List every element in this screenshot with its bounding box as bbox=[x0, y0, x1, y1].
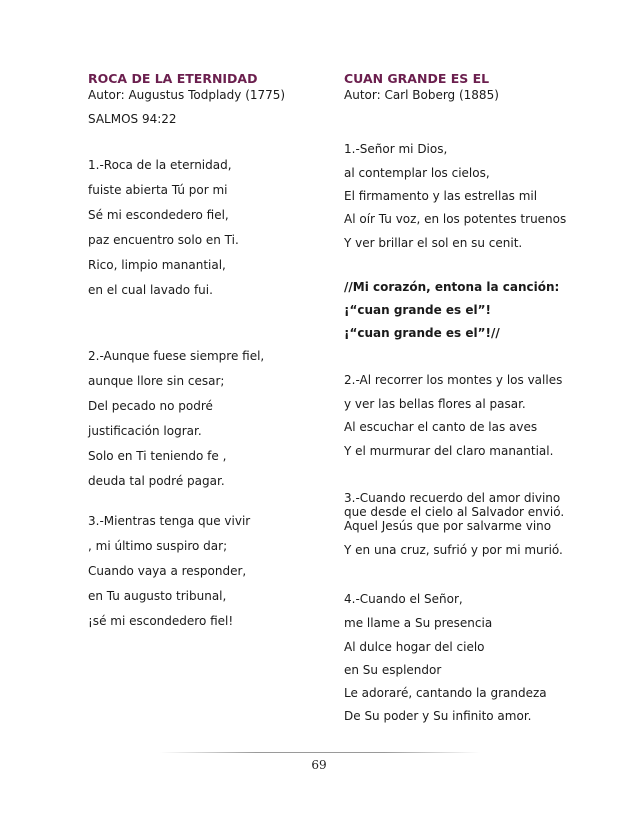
verse-line: El firmamento y las estrellas mil bbox=[344, 189, 538, 203]
verse-line: Y ver brillar el sol en su cenit. bbox=[344, 236, 523, 250]
verse-line: , mi último suspiro dar; bbox=[88, 539, 228, 553]
verse-line: 4.-Cuando el Señor, bbox=[344, 592, 463, 606]
verse-line: ¡sé mi escondedero fiel! bbox=[88, 614, 234, 628]
verse-line: me llame a Su presencia bbox=[344, 616, 493, 630]
verse-line: Y en una cruz, sufrió y por mi murió. bbox=[344, 543, 563, 557]
verse-line: Sé mi escondedero fiel, bbox=[88, 208, 229, 222]
verse-line: Al dulce hogar del cielo bbox=[344, 640, 485, 654]
verse-line: 1.-Señor mi Dios, bbox=[344, 142, 448, 156]
verse-line: Rico, limpio manantial, bbox=[88, 258, 226, 272]
chorus-line: //Mi corazón, entona la canción: bbox=[344, 280, 560, 294]
page-number: 69 bbox=[311, 758, 327, 772]
verse-line: aunque llore sin cesar; bbox=[88, 374, 225, 388]
verse-line: en Tu augusto tribunal, bbox=[88, 589, 227, 603]
verse-line: Aquel Jesús que por salvarme vino bbox=[344, 519, 552, 533]
scripture-reference: SALMOS 94:22 bbox=[88, 112, 177, 126]
verse-line: Solo en Ti teniendo fe , bbox=[88, 449, 227, 463]
verse-line: Y el murmurar del claro manantial. bbox=[344, 444, 554, 458]
hymn-author: Autor: Augustus Todplady (1775) bbox=[88, 88, 286, 102]
verse-line: Le adoraré, cantando la grandeza bbox=[344, 686, 547, 700]
verse-line: al contemplar los cielos, bbox=[344, 166, 490, 180]
verse-line: Del pecado no podré bbox=[88, 399, 213, 413]
verse-line: paz encuentro solo en Ti. bbox=[88, 233, 239, 247]
hymn-author: Autor: Carl Boberg (1885) bbox=[344, 88, 499, 102]
verse-line: en el cual lavado fui. bbox=[88, 283, 213, 297]
hymn-title: ROCA DE LA ETERNIDAD bbox=[88, 71, 258, 86]
verse-line: deuda tal podré pagar. bbox=[88, 474, 225, 488]
left-hymn bbox=[88, 70, 313, 628]
chorus-line: ¡“cuan grande es el”!// bbox=[344, 326, 500, 340]
verse-line: en Su esplendor bbox=[344, 663, 442, 677]
verse-line: fuiste abierta Tú por mi bbox=[88, 183, 228, 197]
verse-line: 3.-Mientras tenga que vivir bbox=[88, 514, 251, 528]
verse-line: 3.-Cuando recuerdo del amor divino bbox=[344, 491, 561, 505]
verse-line: que desde el cielo al Salvador envió. bbox=[344, 505, 565, 519]
verse-line: Al oír Tu voz, en los potentes truenos bbox=[344, 212, 567, 226]
verse-line: Al escuchar el canto de las aves bbox=[344, 420, 538, 434]
verse-line: Cuando vaya a responder, bbox=[88, 564, 247, 578]
verse-line: y ver las bellas flores al pasar. bbox=[344, 397, 526, 411]
verse-line: De Su poder y Su infinito amor. bbox=[344, 709, 532, 723]
right-hymn bbox=[344, 70, 574, 723]
verse-line: 2.-Al recorrer los montes y los valles bbox=[344, 373, 563, 387]
hymn-title: CUAN GRANDE ES EL bbox=[344, 71, 490, 86]
footer-divider bbox=[160, 752, 480, 753]
verse-line: justificación lograr. bbox=[88, 424, 202, 438]
verse-line: 1.-Roca de la eternidad, bbox=[88, 158, 232, 172]
chorus-line: ¡“cuan grande es el”! bbox=[344, 303, 491, 317]
verse-line: 2.-Aunque fuese siempre fiel, bbox=[88, 349, 265, 363]
